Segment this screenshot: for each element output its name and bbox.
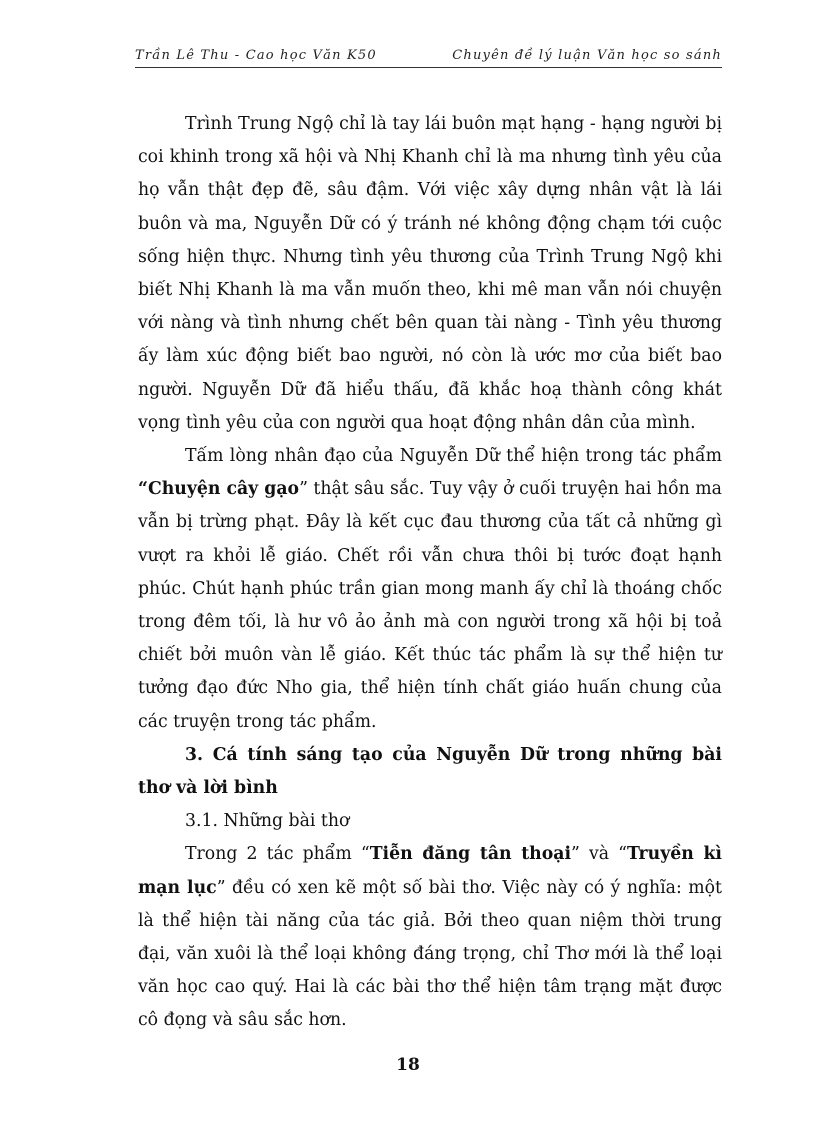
header-divider [135, 67, 722, 68]
paragraph-3-conjunction: ” và “ [571, 844, 627, 865]
page-header [135, 48, 722, 63]
section-heading-3: 3. Cá tính sáng tạo của Nguyễn Dữ trong những bài thơ và lời bình [138, 744, 722, 799]
document-body [138, 108, 722, 1038]
work-title-truyen-ki-man-luc: Truyền kì mạn lục [138, 844, 722, 898]
header-topic: Chuyên đề lý luận Văn học so sánh [452, 48, 722, 63]
work-title-chuyen-cay-gao: “Chuyện cây gạo [138, 479, 300, 500]
paragraph-2-intro: Tấm lòng nhân đạo của Nguyễn Dữ thể hiện trong tác phẩm [185, 446, 722, 467]
paragraph-3-intro: Trong 2 tác phẩm “ [185, 844, 370, 865]
page-number: 18 [396, 1055, 420, 1075]
paragraph-1: Trình Trung Ngộ chỉ là tay lái buôn mạt hạng - hạng người bị coi khinh trong xã hội và Nhị Khanh chỉ là ma nhưng tình yêu của họ vẫn thật đẹp đẽ, sâu đậm. Với việc xây dựng nhân vật là lái buôn và ma, Nguyễn Dữ có ý tránh né không động chạm tới cuộc sống hiện thực. Nhưng tình yêu thương của Trình Trung Ngộ khi biết Nhị Khanh là ma vẫn muốn theo, khi mê man vẫn nói chuyện với nàng và tình nhưng chết bên quan tài nàng - Tình yêu thương ấy làm xúc động biết bao người, nó còn là ước mơ của biết bao người. Nguyễn Dữ đã hiểu thấu, đã khắc hoạ thành công khát vọng tình yêu của con người qua hoạt động nhân dân của mình. [138, 114, 722, 433]
work-title-tien-dang-tan-thoai: Tiễn đăng tân thoại [369, 844, 572, 865]
paragraph-3-body: ” đều có xen kẽ một số bài thơ. Việc này có ý nghĩa: một là thể hiện tài năng của tác giả. Bởi theo quan niệm thời trung đại, văn xuôi là thể loại không đáng trọng, chỉ Thơ mới là thể loại văn học cao quý. Hai là các bài thơ thể hiện tâm trạng mặt được cô đọng và sâu sắc hơn. [138, 877, 722, 1031]
paragraph-2 [138, 440, 722, 739]
header-author: Trần Lê Thu - Cao học Văn K50 [135, 48, 377, 63]
subsection-heading-3-1: 3.1. Những bài thơ [185, 811, 350, 832]
paragraph-3 [138, 838, 722, 1037]
paragraph-2-body: ” thật sâu sắc. Tuy vậy ở cuối truyện hai hồn ma vẫn bị trừng phạt. Đây là kết cục đau thương của tất cả những gì vượt ra khỏi lễ giáo. Chết rồi vẫn chưa thôi bị tước đoạt hạnh phúc. Chút hạnh phúc trần gian mong manh ấy chỉ là thoáng chốc trong đêm tối, là hư vô ảo ảnh mà con người trong xã hội bị toả chiết bởi muôn vàn lễ giáo. Kết thúc tác phẩm là sự thể hiện tư tưởng đạo đức Nho gia, thể hiện tính chất giáo huấn chung của các truyện trong tác phẩm. [138, 479, 722, 732]
